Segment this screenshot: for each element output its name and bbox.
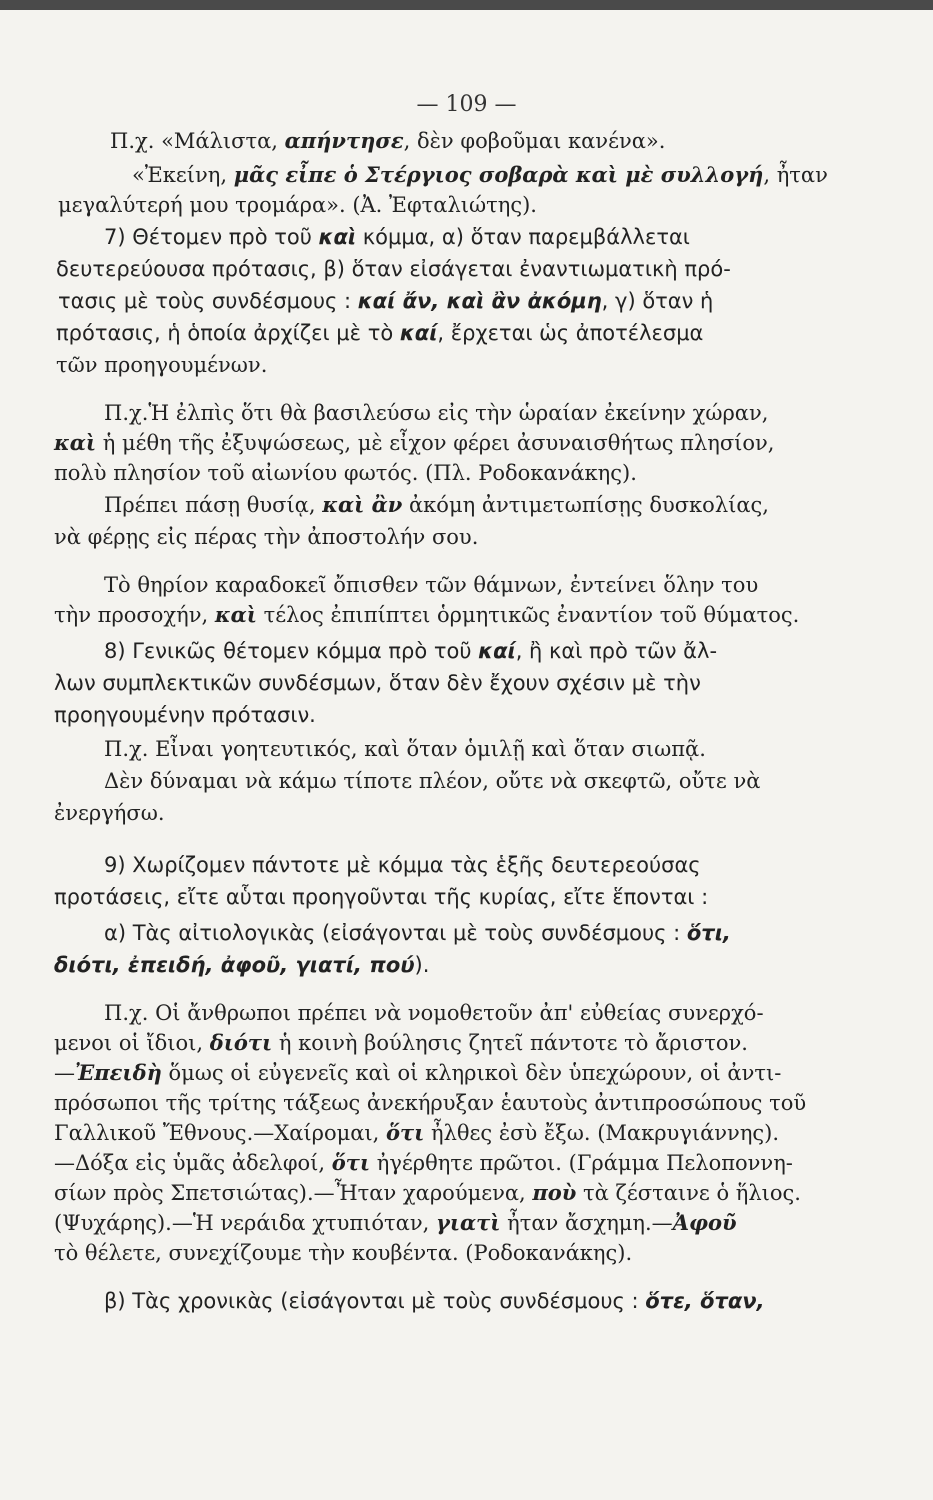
text-line xyxy=(54,1120,779,1146)
line-text: Π.χ.Ἡ ἐλπὶς ὅτι θὰ βασιλεύσω εἰς τὴν ὡραίαν ἐκείνην χώραν, xyxy=(104,401,769,425)
text-line xyxy=(104,492,769,518)
text-line xyxy=(56,256,731,282)
text-line xyxy=(54,952,429,978)
emphasis-text: Ἀφοῦ xyxy=(672,1210,737,1235)
text-line xyxy=(104,1000,764,1026)
emphasis-text: καί xyxy=(478,639,516,663)
line-text: λων συμπλεκτικῶν συνδέσμων, ὅταν δὲν ἔχουν σχέσιν μὲ τὴν xyxy=(54,671,701,695)
line-text: (Ψυχάρης).—Ἡ νεράιδα χτυπιόταν, xyxy=(54,1211,436,1235)
line-text: τὸ θέλετε, συνεχίζουμε τὴν κουβέντα. (Ροδοκανάκης). xyxy=(54,1241,633,1265)
line-text: 8) Γενικῶς θέτομεν κόμμα πρὸ τοῦ xyxy=(104,639,479,663)
line-text: πολὺ πλησίον τοῦ αἰωνίου φωτός. (Πλ. Ροδοκανάκης). xyxy=(54,461,637,485)
line-text: ἐνεργήσω. xyxy=(54,801,165,825)
line-text: τὴν προσοχήν, xyxy=(54,603,215,627)
line-text: , ἢ καὶ πρὸ τῶν ἄλ- xyxy=(515,639,718,663)
line-text: , ἦταν xyxy=(763,163,828,187)
line-text: πρόσωποι τῆς τρίτης τάξεως ἀνεκήρυξαν ἑαυτοὺς ἀντιπροσώπους τοῦ xyxy=(54,1091,807,1115)
line-text: ἀκόμη ἀντιμετωπίσῃς δυσκολίας, xyxy=(402,493,769,517)
text-line xyxy=(104,920,731,946)
emphasis-text: ὅτι, xyxy=(686,921,731,945)
text-line xyxy=(54,1210,737,1236)
line-text: ἦλθες ἐσὺ ἔξω. (Μακρυγιάννης). xyxy=(424,1121,780,1145)
line-text: ἡ κοινὴ βούλησις ζητεῖ πάντοτε τὸ ἄριστον. xyxy=(272,1031,748,1055)
text-line xyxy=(104,768,760,794)
emphasis-text: καὶ ἂν xyxy=(322,492,403,517)
emphasis-text: καί xyxy=(399,321,438,345)
text-line xyxy=(110,128,665,154)
text-line xyxy=(58,288,713,314)
text-line xyxy=(54,460,637,486)
emphasis-text: ὅτι xyxy=(386,1120,425,1145)
line-text: , γ) ὅταν ἡ xyxy=(601,289,714,313)
text-line xyxy=(104,572,758,598)
line-text: ἠγέρθητε πρῶτοι. (Γράμμα Πελοποννη- xyxy=(370,1151,793,1175)
line-text: Π.χ. Εἶναι γοητευτικός, καὶ ὅταν ὁμιλῇ καὶ ὅταν σιωπᾷ. xyxy=(104,737,706,761)
line-text: ἦταν ἄσχημη.— xyxy=(500,1211,673,1235)
line-text: σίων πρὸς Σπετσιώτας).—Ἦταν χαρούμενα, xyxy=(54,1181,533,1205)
emphasis-text: ὅτε, ὅταν, xyxy=(645,1289,765,1313)
emphasis-text: Ἐπειδὴ xyxy=(75,1060,162,1085)
line-text: νὰ φέρῃς εἰς πέρας τὴν ἀποστολήν σου. xyxy=(54,525,479,549)
text-line xyxy=(54,1240,632,1266)
text-line xyxy=(54,1030,748,1056)
line-text: , δὲν φοβοῦμαι κανένα». xyxy=(403,129,666,153)
line-text: Π.χ. «Μάλιστα, xyxy=(110,129,285,153)
line-text: Πρέπει πάσῃ θυσίᾳ, xyxy=(104,493,323,517)
text-line xyxy=(54,670,701,696)
line-text: τῶν προηγουμένων. xyxy=(56,353,268,377)
line-text: β) Τὰς χρονικὰς (εἰσάγονται μὲ τοὺς συνδέσμους : xyxy=(104,1289,646,1313)
text-line xyxy=(54,702,316,728)
emphasis-text: γιατὶ xyxy=(435,1210,501,1235)
text-line xyxy=(132,162,828,188)
text-line xyxy=(104,638,717,664)
line-text: κόμμα, α) ὅταν παρεμβάλλεται xyxy=(356,225,690,249)
emphasis-text: καί ἄν, καὶ ἂν ἀκόμη xyxy=(357,289,602,313)
page-number: — 109 — xyxy=(416,92,517,117)
text-line xyxy=(54,800,165,826)
line-text: ἡ μέθη τῆς ἐξυψώσεως, μὲ εἶχον φέρει ἀσυναισθήτως πλησίον, xyxy=(96,431,775,455)
emphasis-text: καὶ xyxy=(214,602,257,627)
line-text: Γαλλικοῦ Ἔθνους.—Χαίρομαι, xyxy=(54,1121,387,1145)
line-text: τασις μὲ τοὺς συνδέσμους : xyxy=(58,289,358,313)
text-line xyxy=(54,430,774,456)
line-text: προηγουμένην πρότασιν. xyxy=(54,703,316,727)
line-text: μεγαλύτερή μου τρομάρα». (Ἀ. Ἐφταλιώτης). xyxy=(58,193,537,217)
text-line xyxy=(54,1090,806,1116)
line-text: πρότασις, ἡ ὁποία ἀρχίζει μὲ τὸ xyxy=(56,321,400,345)
text-line xyxy=(54,1180,801,1206)
text-line xyxy=(56,352,267,378)
line-text: , ἔρχεται ὡς ἀποτέλεσμα xyxy=(437,321,704,345)
text-line xyxy=(54,1150,793,1176)
line-text: τὰ ζέσταινε ὁ ἥλιος. xyxy=(576,1181,801,1205)
line-text: 7) Θέτομεν πρὸ τοῦ xyxy=(104,225,319,249)
text-line xyxy=(54,1060,781,1086)
line-text: «Ἐκείνη, xyxy=(132,163,234,187)
text-line xyxy=(58,192,537,218)
emphasis-text: ποὺ xyxy=(532,1180,577,1205)
line-text: μενοι οἱ ἴδιοι, xyxy=(54,1031,210,1055)
text-line xyxy=(104,224,690,250)
emphasis-text: διότι, ἐπειδή, ἀφοῦ, γιατί, πού xyxy=(54,953,415,977)
line-text: — xyxy=(54,1061,75,1085)
line-text: Τὸ θηρίον καραδοκεῖ ὄπισθεν τῶν θάμνων, ἐντείνει ὅλην του xyxy=(104,573,759,597)
text-line xyxy=(104,852,701,878)
line-text: —Δόξα εἰς ὑμᾶς ἀδελφοί, xyxy=(54,1151,332,1175)
text-line xyxy=(54,884,708,910)
emphasis-text: διότι xyxy=(209,1030,273,1055)
emphasis-text: ὅτι xyxy=(331,1150,371,1175)
line-text: Π.χ. Οἱ ἄνθρωποι πρέπει νὰ νομοθετοῦν ἀπ' εὐθείας συνερχό- xyxy=(104,1001,764,1025)
text-line xyxy=(104,400,768,426)
line-text: ). xyxy=(414,953,430,977)
emphasis-text: καὶ xyxy=(318,225,357,249)
text-line xyxy=(54,602,799,628)
line-text: προτάσεις, εἴτε αὗται προηγοῦνται τῆς κυρίας, εἴτε ἕπονται : xyxy=(54,885,709,909)
line-text: ὅμως οἱ εὐγενεῖς καὶ οἱ κληρικοὶ δὲν ὑπεχώρουν, οἱ ἀντι- xyxy=(161,1061,782,1085)
emphasis-text: καὶ xyxy=(54,430,97,455)
line-text: 9) Χωρίζομεν πάντοτε μὲ κόμμα τὰς ἑξῆς δευτερεούσας xyxy=(104,853,701,877)
text-line xyxy=(104,1288,765,1314)
line-text: δευτερεύουσα πρότασις, β) ὅταν εἰσάγεται ἐναντιωματικὴ πρό- xyxy=(56,257,731,281)
text-line xyxy=(54,524,478,550)
emphasis-text: μᾶς εἶπε ὁ Στέργιος σοβαρὰ καὶ μὲ συλλογή xyxy=(233,162,764,187)
text-line xyxy=(104,736,706,762)
line-text: α) Τὰς αἰτιολογικὰς (εἰσάγονται μὲ τοὺς συνδέσμους : xyxy=(104,921,687,945)
line-text: Δὲν δύναμαι νὰ κάμω τίποτε πλέον, οὔτε νὰ σκεφτῶ, οὔτε νὰ xyxy=(104,769,761,793)
line-text: τέλος ἐπιπίπτει ὁρμητικῶς ἐναντίον τοῦ θύματος. xyxy=(256,603,800,627)
text-line xyxy=(56,320,703,346)
emphasis-text: απήντησε xyxy=(284,128,404,153)
